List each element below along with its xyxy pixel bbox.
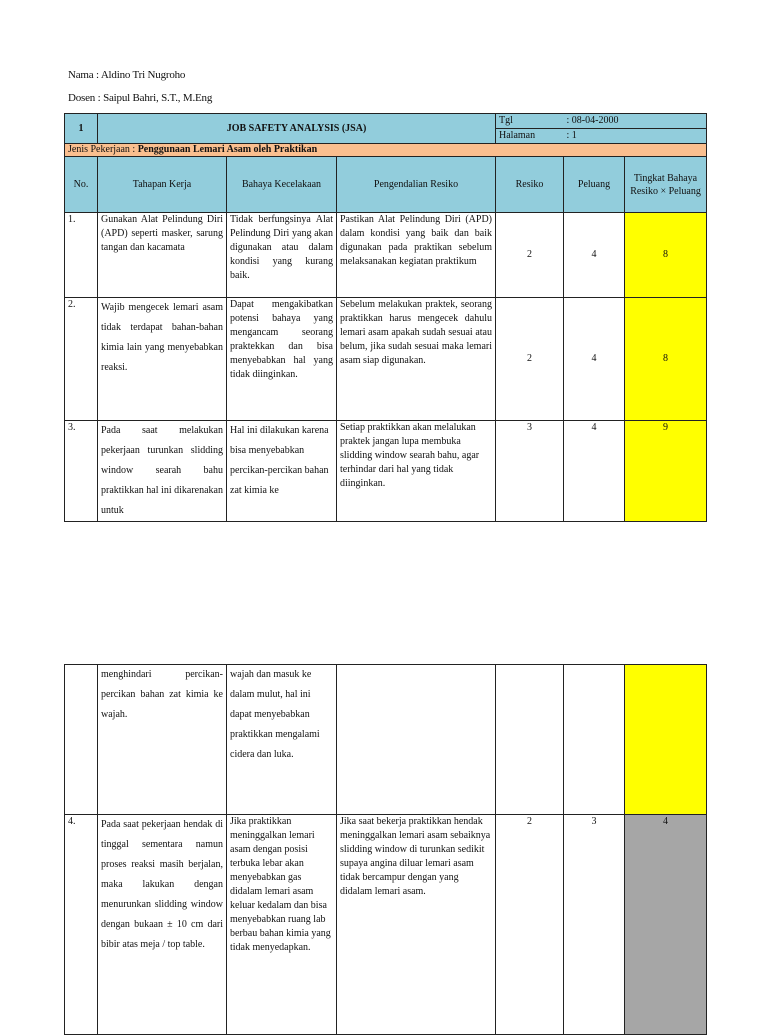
tgl-value: : 08-04-2000: [564, 114, 707, 129]
jsa-number: 1: [65, 114, 98, 144]
row-pengendalian: Jika saat bekerja praktikkan hendak meninggalkan lemari asam sebaiknya slidding window di turunkan sedikit supaya angina diluar lemari asam tidak bercampur dengan yang didalam lemari asam.: [337, 815, 496, 1035]
col-peluang: Peluang: [564, 157, 625, 213]
row-tahapan: Pada saat pekerjaan hendak di tinggal sementara namun proses reaksi masih berjalan, maka lakukan dengan menurunkan slidding window dengan bukaan ± 10 cm dari bibir atas meja / top table.: [98, 815, 227, 1035]
row-peluang: 4: [564, 213, 625, 298]
row-no: 4.: [65, 815, 98, 1035]
jenis-pekerjaan: [65, 144, 707, 157]
row-tingkat: 4: [625, 815, 707, 1035]
row-peluang: 4: [564, 298, 625, 421]
row-tahapan: Gunakan Alat Pelindung Diri (APD) seperti masker, sarung tangan dan kacamata: [98, 213, 227, 298]
table-row: [65, 665, 707, 815]
student-name: Nama : Aldino Tri Nugroho: [68, 69, 186, 81]
table-row: [65, 815, 707, 1035]
row-resiko: 2: [496, 298, 564, 421]
lecturer-name: Dosen : Saipul Bahri, S.T., M.Eng: [68, 92, 213, 104]
jenis-value: Penggunaan Lemari Asam oleh Praktikan: [137, 144, 318, 155]
row-peluang: 3: [564, 815, 625, 1035]
row-resiko: 3: [496, 421, 564, 522]
col-tahapan: Tahapan Kerja: [98, 157, 227, 213]
row-tahapan: menghindari percikan-percikan bahan zat kimia ke wajah.: [98, 665, 227, 815]
table-row: [65, 213, 707, 298]
halaman-label: Halaman: [496, 129, 564, 144]
tgl-label: Tgl: [496, 114, 564, 129]
col-tingkat: Tingkat Bahaya Resiko × Peluang: [625, 157, 707, 213]
row-bahaya: wajah dan masuk ke dalam mulut, hal ini dapat menyebabkan praktikkan mengalami cidera dan luka.: [227, 665, 337, 815]
col-bahaya: Bahaya Kecelakaan: [227, 157, 337, 213]
row-tingkat: 9: [625, 421, 707, 522]
jsa-table-continued: [64, 664, 707, 1035]
row-bahaya: Jika praktikkan meninggalkan lemari asam dengan posisi terbuka lebar akan menyebabkan gas didalam lemari asam keluar kedalam dan bisa menyebabkan ruang lab berbau bahan kimia yang tidak menyedapkan.: [227, 815, 337, 1035]
row-tingkat-fill: [625, 665, 707, 815]
row-pengendalian: Sebelum melakukan praktek, seorang praktikkan harus mengecek dahulu lemari asam apakah sudah sesuai atau belum, jika sudah sesuai maka lemari asam siap digunakan.: [337, 298, 496, 421]
row-tingkat: 8: [625, 213, 707, 298]
halaman-value: : 1: [564, 129, 707, 144]
jsa-table: [64, 113, 707, 522]
row-bahaya: Hal ini dilakukan karena bisa menyebabkan percikan-percikan bahan zat kimia ke: [227, 421, 337, 522]
table-row: [65, 298, 707, 421]
row-tingkat: 8: [625, 298, 707, 421]
row-tahapan: Wajib mengecek lemari asam tidak terdapat bahan-bahan kimia lain yang menyebabkan reaksi.: [98, 298, 227, 421]
row-pengendalian: Pastikan Alat Pelindung Diri (APD) dalam kondisi yang baik dan baik digunakan pada praktikan sebelum melaksanakan kegiatan praktikum: [337, 213, 496, 298]
row-no: 1.: [65, 213, 98, 298]
row-resiko: 2: [496, 213, 564, 298]
row-peluang: 4: [564, 421, 625, 522]
row-bahaya: Dapat mengakibatkan potensi bahaya yang mengancam seorang praktekkan dan bisa menyebabkan hal yang tidak diinginkan.: [227, 298, 337, 421]
table-row: [65, 421, 707, 522]
col-no: No.: [65, 157, 98, 213]
row-bahaya: Tidak berfungsinya Alat Pelindung Diri yang akan digunakan atau dalam kondisi yang kurang baik.: [227, 213, 337, 298]
row-tahapan: Pada saat melakukan pekerjaan turunkan slidding window searah bahu praktikkan hal ini dikarenakan untuk: [98, 421, 227, 522]
col-resiko: Resiko: [496, 157, 564, 213]
row-no: 3.: [65, 421, 98, 522]
row-pengendalian: Setiap praktikkan akan melalukan praktek jangan lupa membuka slidding window searah bahu, agar terhindar dari hal yang tidak diinginkan.: [337, 421, 496, 522]
jsa-title: JOB SAFETY ANALYSIS (JSA): [98, 114, 496, 144]
jenis-label: Jenis Pekerjaan :: [68, 144, 138, 155]
col-pengendalian: Pengendalian Resiko: [337, 157, 496, 213]
row-no: 2.: [65, 298, 98, 421]
row-resiko: 2: [496, 815, 564, 1035]
